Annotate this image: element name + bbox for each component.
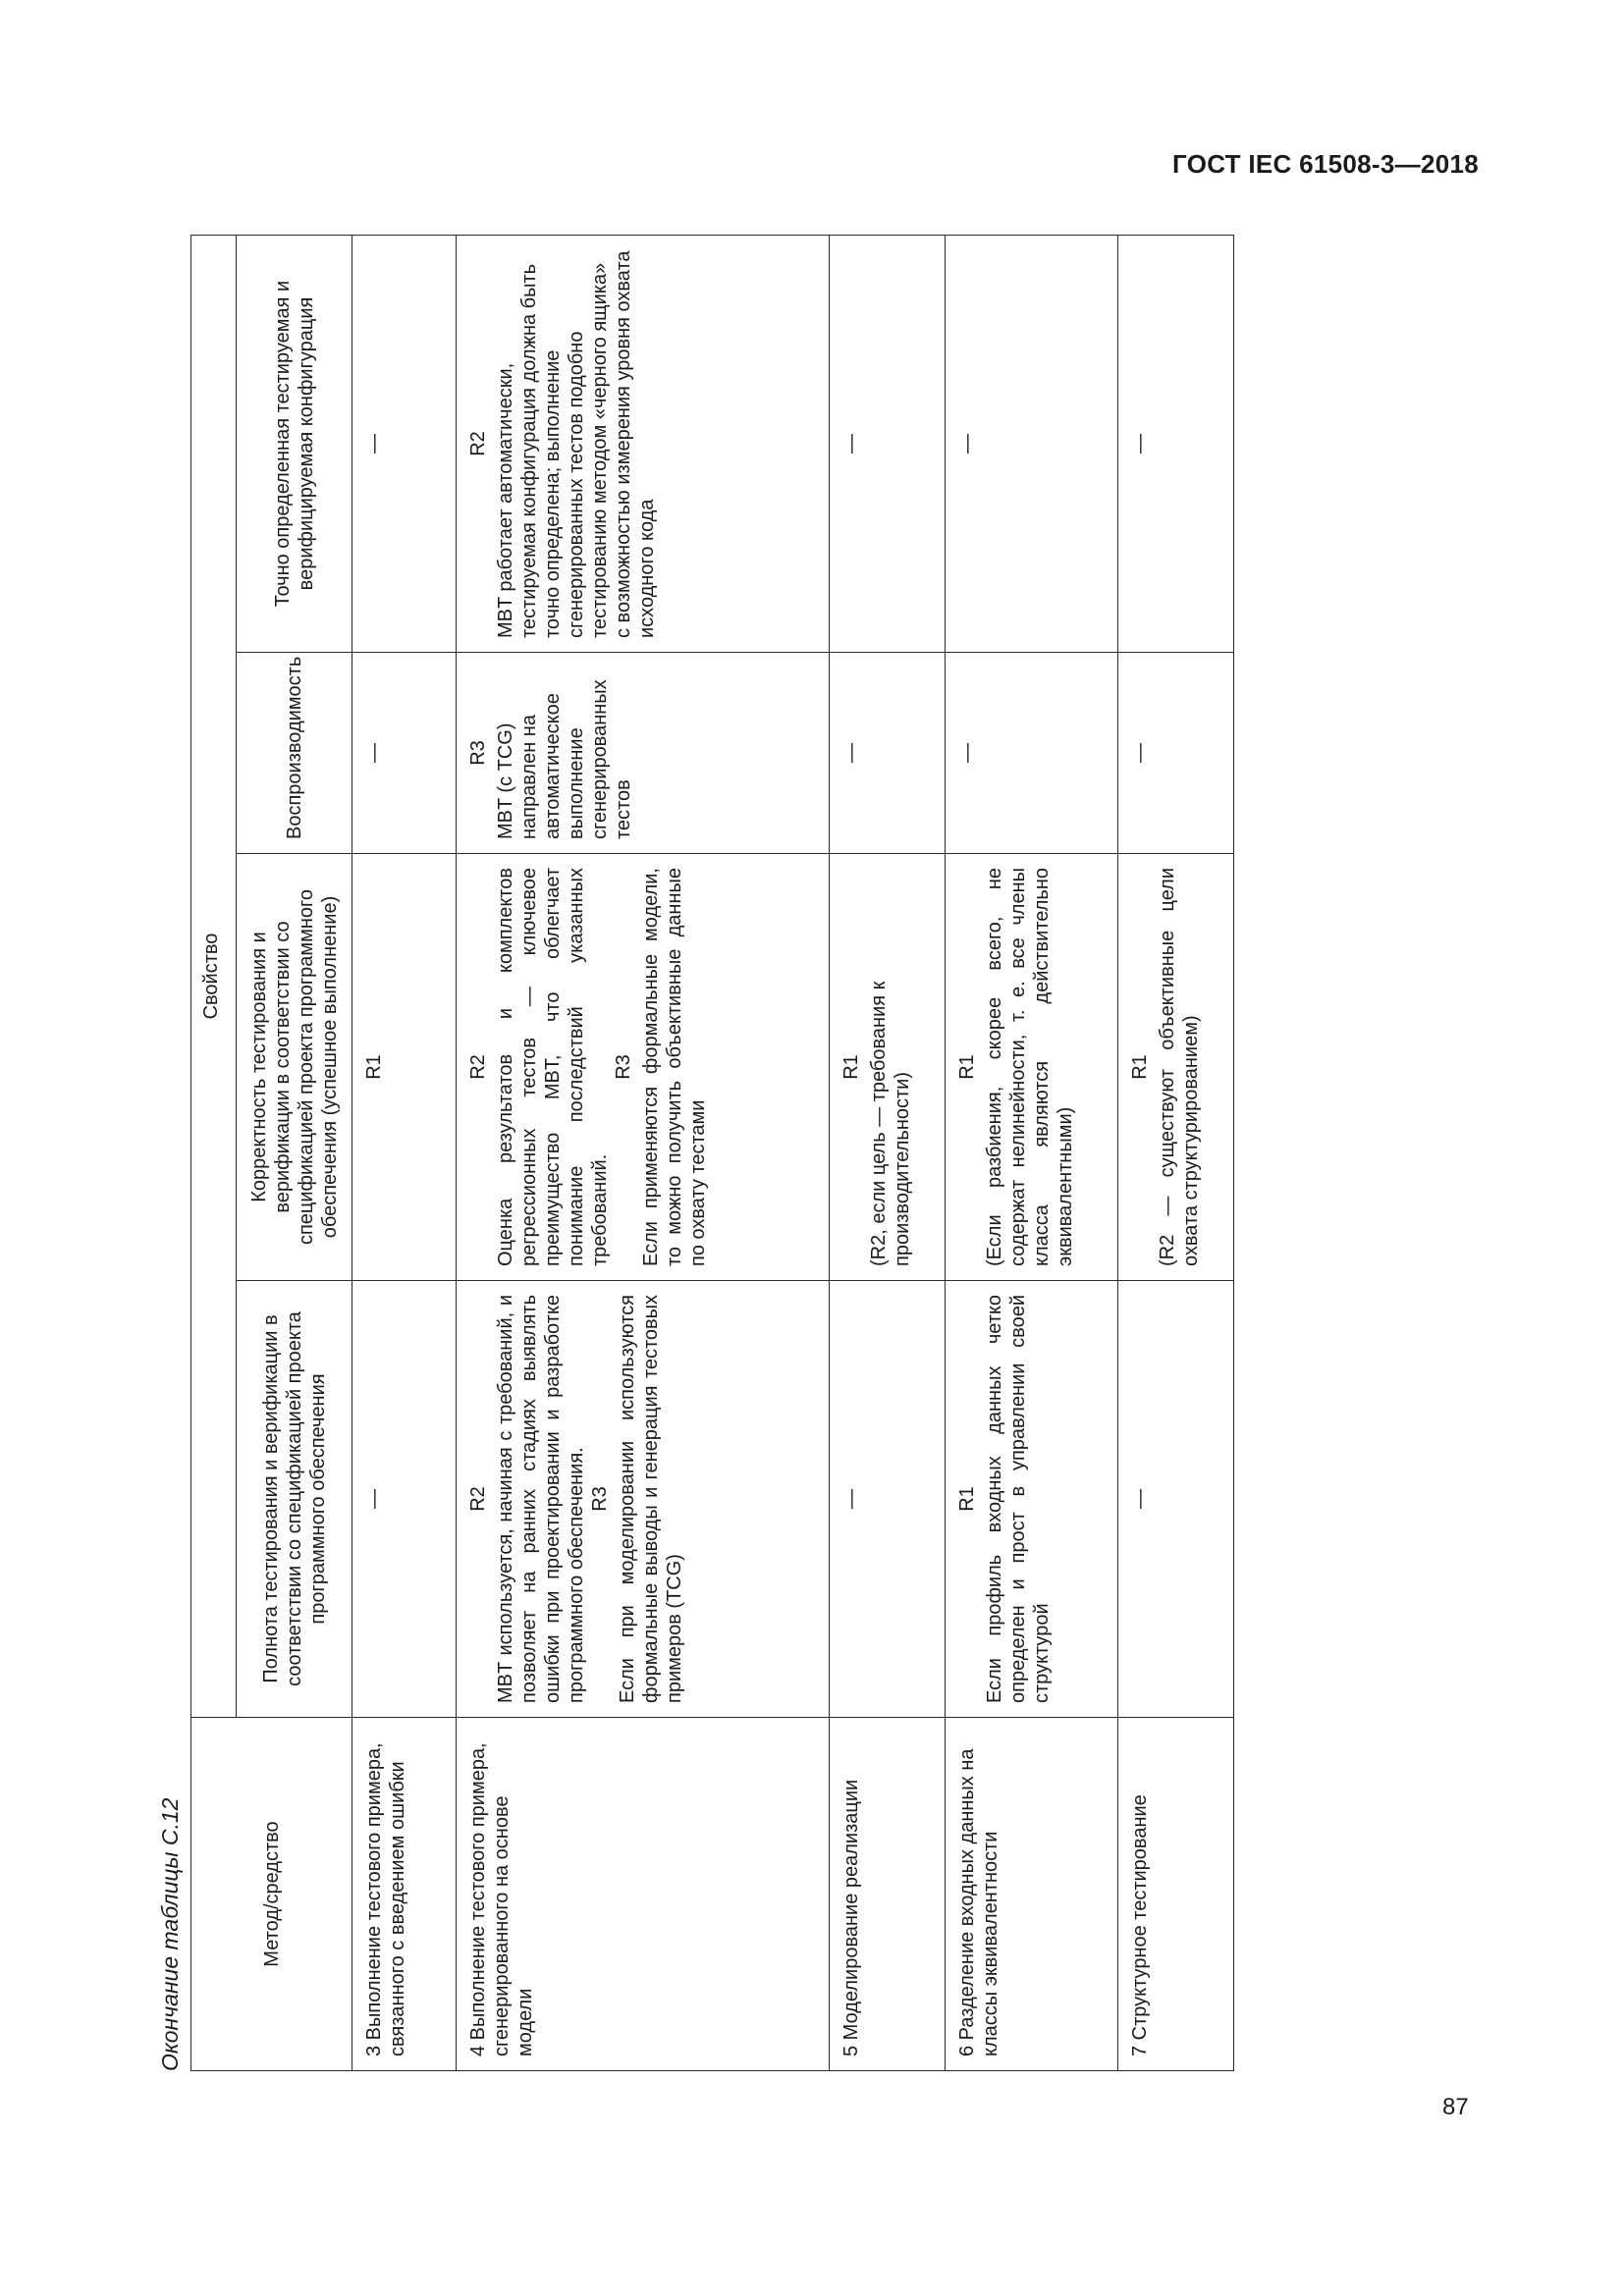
rating: —	[1129, 743, 1151, 763]
correctness-cell	[1118, 854, 1234, 1281]
table-header-row-1	[191, 235, 237, 2070]
cell-text-secondary: Если при моделировании используются формальные выводы и генерация тестовых примеров (TCG)	[617, 1295, 685, 1703]
property-table	[190, 235, 1234, 2071]
column-header-completeness: Полнота тестирования и верификации в соответствии со спецификацией проекта программного обеспечения	[237, 1281, 352, 1718]
rating: R1	[956, 1054, 978, 1080]
completeness-cell	[830, 1281, 946, 1718]
cell-text: (Если разбиения, скорее всего, не содержат нелинейности, т. е. все члены класса являются действительно эквивалентными)	[984, 868, 1076, 1266]
rating: R2	[467, 1486, 489, 1512]
repeatability-cell	[830, 653, 946, 854]
rating-secondary: R3	[613, 1054, 634, 1080]
column-header-repeatability: Воспроизводимость	[237, 653, 352, 854]
correctness-cell	[830, 854, 946, 1281]
property-header: Свойство	[191, 235, 237, 1717]
column-header-configuration: Точно определенная тестируемая и верифицируемая конфигурация	[237, 235, 352, 652]
rating: —	[956, 743, 978, 763]
cell-text: MBT работает автоматически, тестируемая конфигурация должна быть точно определена; выполнение сгенерированных тестов подобно тестированию методом «черного ящика» с возможностью измерения уровня охвата исходного кода	[495, 250, 658, 638]
rotated-table-block	[157, 236, 1257, 2071]
cell-text: (R2 — существуют объективные цели охвата структурированием)	[1157, 868, 1202, 1266]
configuration-cell	[1118, 235, 1234, 652]
table-row	[946, 235, 1118, 2070]
rating: R3	[467, 740, 489, 766]
standard-designation: ГОСТ IEC 61508-3—2018	[1172, 149, 1479, 179]
cell-text: MBT используется, начиная с требований, и позволяет на ранних стадиях выявлять ошибки при проектировании и разработке программного обеспечения.	[495, 1295, 587, 1703]
method-header: Метод/средство	[191, 1718, 352, 2071]
cell-text: Оценка результатов и комплектов регрессионных тестов — ключевое преимущество MBT, что облегчает понимание последствий указанных требований.	[495, 868, 611, 1266]
configuration-cell	[946, 235, 1118, 652]
cell-text: Если профиль входных данных четко определен и прост в управлении своей структурой	[984, 1295, 1053, 1703]
method-cell: 3 Выполнение тестового примера, связанного с введением ошибки	[352, 1718, 457, 2071]
configuration-cell	[457, 235, 830, 652]
table-caption: Окончание таблицы С.12	[157, 1797, 183, 2071]
rating: —	[363, 434, 385, 454]
cell-text-secondary: Если применяются формальные модели, то можно получить объективные данные по охвату тестами	[640, 868, 709, 1266]
repeatability-cell	[1118, 653, 1234, 854]
table-row	[457, 235, 830, 2070]
table-row	[1118, 235, 1234, 2070]
method-cell: 7 Структурное тестирование	[1118, 1718, 1234, 2071]
configuration-cell	[830, 235, 946, 652]
rating: R2	[467, 1054, 489, 1080]
repeatability-cell	[457, 653, 830, 854]
rating: —	[1129, 434, 1151, 454]
rating: R1	[1129, 1054, 1151, 1080]
rating: —	[363, 743, 385, 763]
repeatability-cell	[352, 653, 457, 854]
method-cell: 4 Выполнение тестового примера, сгенерированного на основе модели	[457, 1718, 830, 2071]
column-header-correctness: Корректность тестирования и верификации в соответствии со спецификацией проекта программного обеспечения (успешное выполнение)	[237, 854, 352, 1281]
rating: R2	[467, 431, 489, 456]
cell-text: MBT (с TCG) направлен на автоматическое выполнение сгенерированных тестов	[495, 679, 634, 839]
configuration-cell	[352, 235, 457, 652]
rating: R1	[840, 1054, 862, 1080]
correctness-cell	[352, 854, 457, 1281]
completeness-cell	[457, 1281, 830, 1718]
cell-text: (R2, если цель — требования к производительности)	[868, 981, 913, 1266]
table-row	[830, 235, 946, 2070]
method-cell: 5 Моделирование реализации	[830, 1718, 946, 2071]
correctness-cell	[946, 854, 1118, 1281]
page-number: 87	[1442, 2094, 1469, 2120]
completeness-cell	[946, 1281, 1118, 1718]
rating: —	[1129, 1489, 1151, 1509]
correctness-cell	[457, 854, 830, 1281]
rating: R1	[956, 1486, 978, 1512]
rating: —	[840, 743, 862, 763]
completeness-cell	[352, 1281, 457, 1718]
completeness-cell	[1118, 1281, 1234, 1718]
rating: —	[840, 434, 862, 454]
rating: —	[956, 434, 978, 454]
rating-secondary: R3	[589, 1486, 611, 1512]
repeatability-cell	[946, 653, 1118, 854]
rating: R1	[363, 1054, 385, 1080]
method-cell: 6 Разделение входных данных на классы эквивалентности	[946, 1718, 1118, 2071]
table-row	[352, 235, 457, 2070]
rating: —	[363, 1489, 385, 1509]
rating: —	[840, 1489, 862, 1509]
